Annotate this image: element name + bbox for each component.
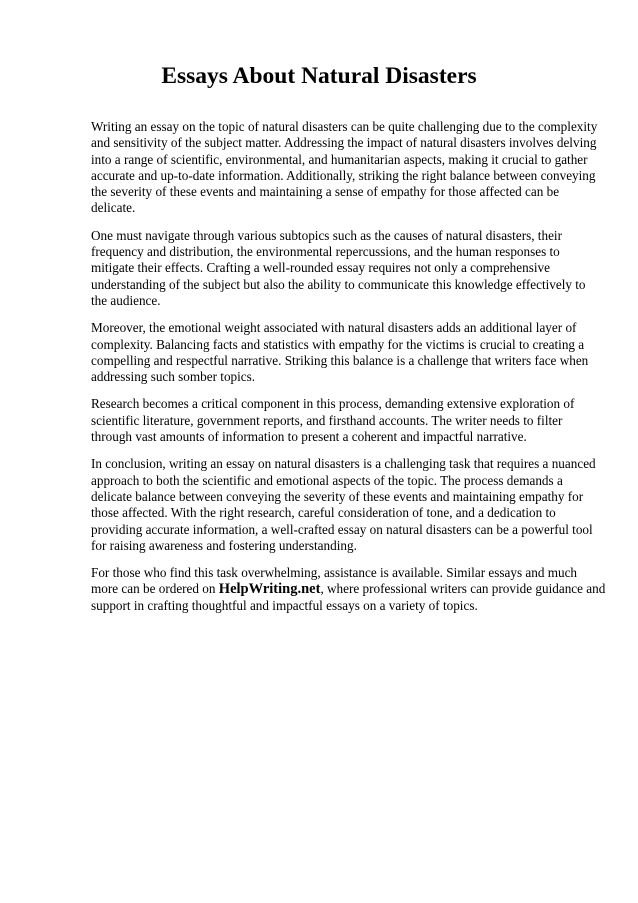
paragraph-line: complexity. Balancing facts and statistics with empathy for the victims is crucial to creating a (91, 336, 585, 352)
document-body (91, 119, 606, 625)
paragraph-line: addressing such somber topics. (91, 369, 256, 385)
closing-paragraph (91, 565, 606, 614)
paragraph-line: delicate. (91, 200, 136, 216)
paragraph-3 (91, 320, 596, 385)
paragraph-line: Writing an essay on the topic of natural disasters can be quite challenging due to the complexity (91, 119, 598, 134)
closing-text-after-link: , where professional writers can provide guidance and (320, 581, 606, 597)
paragraph-2 (91, 228, 596, 309)
closing-text-before-link: more can be ordered on (91, 581, 219, 597)
paragraph-line: approach to both the scientific and emotional aspects of the topic. The process demands a (91, 472, 563, 488)
paragraph-line (91, 581, 606, 598)
paragraph-5 (91, 456, 596, 554)
paragraph-line: One must navigate through various subtopics such as the causes of natural disasters, their (91, 227, 562, 243)
paragraph-4 (91, 396, 596, 445)
paragraph-1 (91, 119, 596, 217)
paragraph-line: Research becomes a critical component in this process, demanding extensive exploration of (91, 396, 575, 412)
paragraph-line: understanding of the subject but also the ability to communicate this knowledge effectively to (91, 276, 586, 292)
paragraph-line: and sensitivity of the subject matter. Addressing the impact of natural disasters involves delving (91, 135, 597, 151)
document-title: Essays About Natural Disasters (161, 63, 477, 89)
paragraph-line: the severity of these events and maintaining a sense of empathy for those affected can be (91, 184, 560, 200)
paragraph-line: into a range of scientific, environmental, and humanitarian aspects, making it crucial to gather (91, 151, 588, 167)
paragraph-line: support in crafting thoughtful and impactful essays on a variety of topics. (91, 597, 478, 613)
paragraph-line: Moreover, the emotional weight associated with natural disasters adds an additional layer of (91, 320, 577, 336)
paragraph-line: In conclusion, writing an essay on natural disasters is a challenging task that requires a nuanced (91, 456, 596, 472)
helpwriting-link[interactable]: HelpWriting.net (218, 581, 321, 598)
paragraph-line: mitigate their effects. Crafting a well-rounded essay requires not only a comprehensive (91, 260, 550, 276)
paragraph-line: delicate balance between conveying the severity of these events and maintaining empathy for (91, 488, 584, 504)
paragraph-line: through vast amounts of information to present a coherent and impactful narrative. (91, 429, 527, 445)
paragraph-line: accurate and up-to-date information. Additionally, striking the right balance between conveying (91, 167, 596, 183)
paragraph-line: those affected. With the right research, careful consideration of tone, and a dedication to (91, 505, 556, 521)
paragraph-line: frequency and distribution, the environmental repercussions, and the human responses to (91, 244, 560, 260)
paragraph-line: scientific literature, government reports, and firsthand accounts. The writer needs to filter (91, 412, 563, 428)
paragraph-line: providing accurate information, a well-crafted essay on natural disasters can be a powerful tool (91, 521, 593, 537)
paragraph-line: For those who find this task overwhelming, assistance is available. Similar essays and much (91, 565, 578, 581)
paragraph-line: the audience. (91, 292, 161, 308)
paragraph-line: for raising awareness and fostering understanding. (91, 537, 357, 553)
paragraph-line: compelling and respectful narrative. Striking this balance is a challenge that writers face when (91, 352, 589, 368)
